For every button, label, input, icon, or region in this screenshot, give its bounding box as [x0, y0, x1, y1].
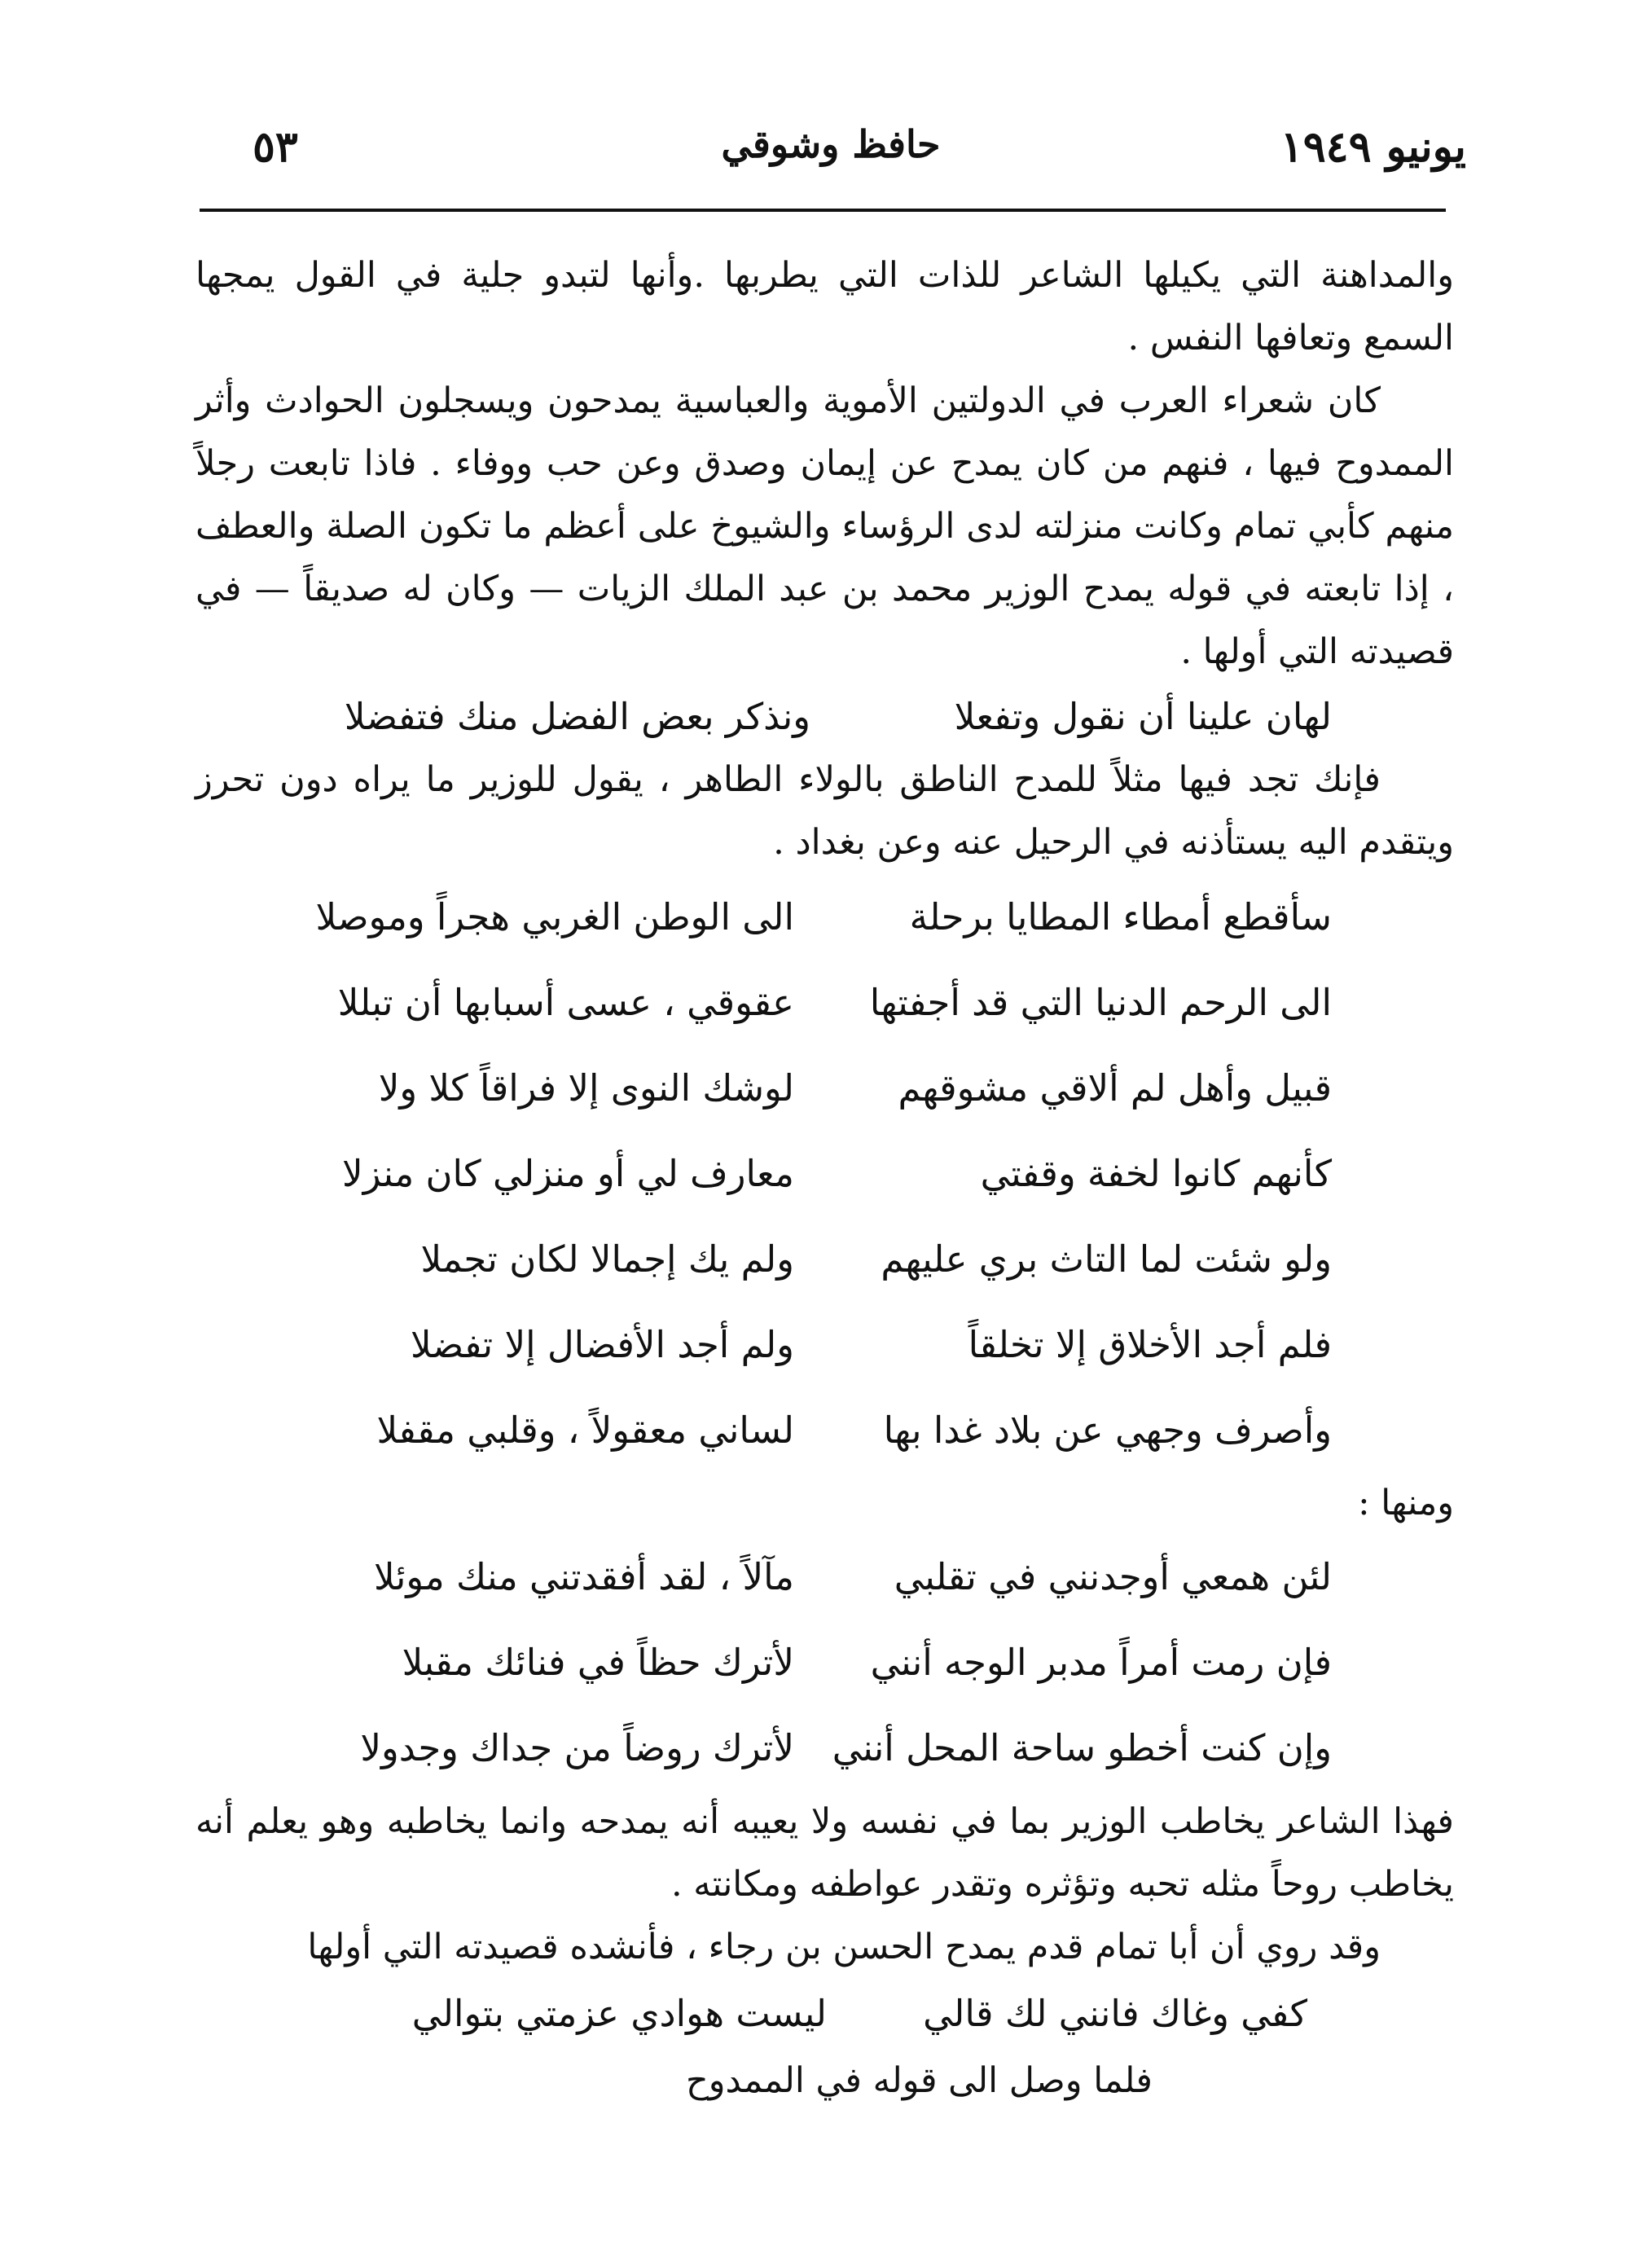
verse-second-hemistich: مآلاً ، لقد أفقدتني منك موئلا — [374, 1555, 794, 1598]
verse-second-hemistich: ونذكر بعض الفضل منك فتفضلا — [344, 694, 810, 738]
verse-first-hemistich: وإن كنت أخطو ساحة المحل أنني — [832, 1726, 1332, 1769]
verse-first-hemistich: كفي وغاك فانني لك قالي — [923, 1992, 1307, 2035]
verse-line — [195, 874, 1454, 960]
verse-first-hemistich: قبيل وأهل لم ألاقي مشوقهم — [898, 1066, 1332, 1110]
verse-second-hemistich: ولم يك إجمالا لكان تجملا — [420, 1237, 794, 1281]
header-title: حافظ وشوقي — [721, 122, 941, 166]
verse-first-hemistich: وأصرف وجهي عن بلاد غدا بها — [883, 1409, 1332, 1452]
verse-second-hemistich: عقوقي ، عسى أسبابها أن تبللا — [337, 981, 794, 1024]
closing-verse — [195, 1979, 1454, 2048]
paragraph-5: فهذا الشاعر يخاطب الوزير بما في نفسه ولا يعيبه أنه يمدحه وانما يخاطبه وهو يعلم أنه يخاطب روحاً مثله تحبه وتؤثره وتقدر عواطفه ومكانته . — [195, 1801, 1454, 1905]
paragraph-1: والمداهنة التي يكيلها الشاعر للذات التي يطربها .وأنها لتبدو جلية في القول يمجها السمع وتعافها النفس . — [195, 255, 1454, 358]
verse-line — [195, 1620, 1454, 1705]
header-date: يونيو ١٩٤٩ — [1280, 122, 1466, 172]
verse-first-hemistich: فلم أجد الأخلاق إلا تخلقاً — [968, 1323, 1332, 1366]
verse-line — [195, 1387, 1454, 1473]
verse-second-hemistich: الى الوطن الغربي هجراً وموصلا — [315, 895, 794, 938]
verse-first-hemistich: فإن رمت أمراً مدبر الوجه أنني — [870, 1641, 1332, 1684]
paragraph-2: كان شعراء العرب في الدولتين الأموية والعباسية يمدحون ويسجلون الحوادث وأثر الممدوح فيها ، فنهم من كان يمدح عن إيمان وصدق وعن حب ووفاء . فاذا تابعت رجلاً منهم كأبي تمام وكانت منزلته لدى الرؤساء والشيوخ على أعظم ما تكون الصلة والعطف ، إذا تابعته في قوله يمدح الوزير محمد بن عبد الملك الزيات — وكان له صديقاً — في قصيدته التي أولها . — [195, 380, 1454, 672]
verse-line — [195, 1534, 1454, 1620]
verse-first-hemistich: سأقطع أمطاء المطايا برحلة — [909, 895, 1332, 938]
verse-second-hemistich: ليست هوادي عزمتي بتوالي — [411, 1992, 827, 2035]
verses-group-b — [195, 1534, 1454, 1791]
verse-first-hemistich: لهان علينا أن نقول وتفعلا — [954, 694, 1332, 738]
paragraph-6: وقد روي أن أبا تمام قدم يمدح الحسن بن رجاء ، فأنشده قصيدته التي أولها — [307, 1927, 1381, 1967]
verses-group-a — [195, 874, 1454, 1473]
verse-line — [195, 960, 1454, 1045]
verse-first-hemistich: ولو شئت لما التاث بري عليهم — [881, 1237, 1332, 1281]
verse-line — [195, 1045, 1454, 1131]
verse-second-hemistich: معارف لي أو منزلي كان منزلا — [342, 1152, 794, 1195]
header-rule — [200, 209, 1446, 212]
page-header — [195, 122, 1466, 187]
verse-line — [195, 1216, 1454, 1302]
verse-second-hemistich: لوشك النوى إلا فراقاً كلا ولا — [378, 1066, 794, 1110]
verse-second-hemistich: لأترك روضاً من جداك وجدولا — [360, 1726, 794, 1769]
verse-second-hemistich: لساني معقولاً ، وقلبي مقفلا — [376, 1409, 794, 1452]
paragraph-3: فإنك تجد فيها مثلاً للمدح الناطق بالولاء الطاهر ، يقول للوزير ما يراه دون تحرز ويتقدم اليه يستأذنه في الرحيل عنه وعن بغداد . — [195, 759, 1454, 863]
verse-first-hemistich: كأنهم كانوا لخفة وقفتي — [980, 1152, 1332, 1195]
verse-second-hemistich: ولم أجد الأفضال إلا تفضلا — [411, 1323, 794, 1366]
verse-first-hemistich: لئن همعي أوجدنني في تقلبي — [894, 1555, 1332, 1598]
verse-line — [195, 1131, 1454, 1216]
paragraph-label-minha: ومنها : — [1358, 1483, 1454, 1523]
paragraph-7: فلما وصل الى قوله في الممدوح — [685, 2060, 1153, 2101]
verse-line — [195, 1302, 1454, 1387]
opening-verse — [195, 683, 1454, 749]
verse-line — [195, 1705, 1454, 1791]
body-text — [195, 244, 1454, 2113]
page-number: ٥٣ — [253, 122, 298, 172]
verse-first-hemistich: الى الرحم الدنيا التي قد أجفتها — [869, 981, 1332, 1024]
verse-second-hemistich: لأترك حظاً في فنائك مقبلا — [402, 1641, 794, 1684]
